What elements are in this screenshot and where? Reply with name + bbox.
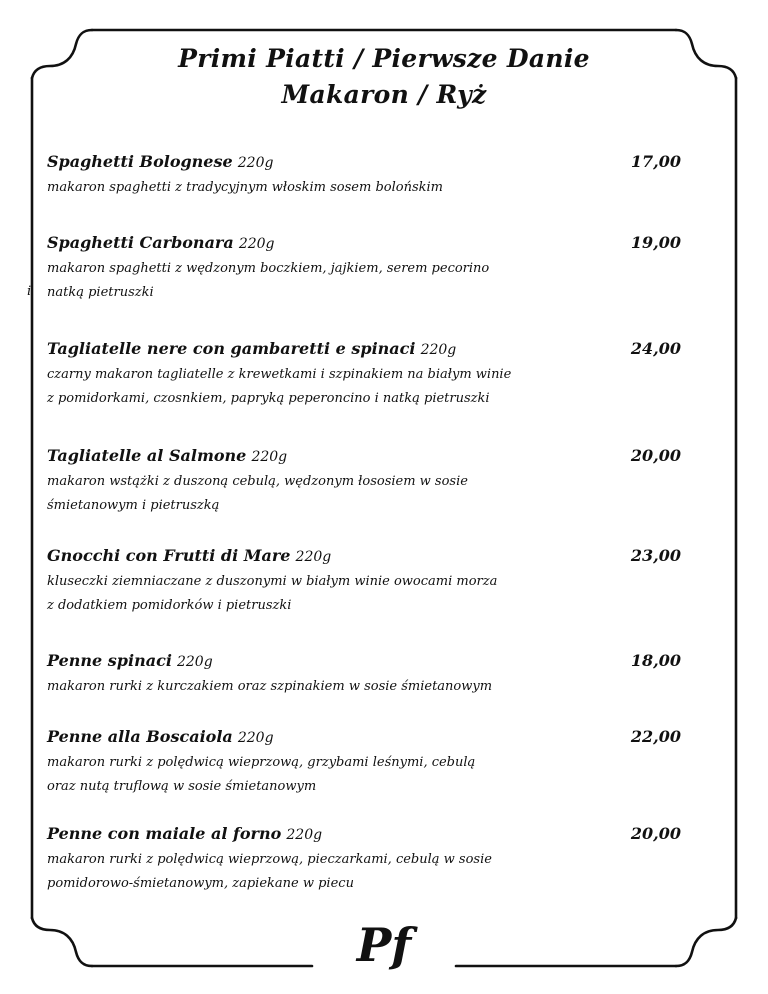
dish-description: [47, 675, 567, 699]
menu-item: [47, 232, 687, 305]
description-line: oraz nutą truflową w sosie śmietanowym: [47, 779, 317, 794]
restaurant-logo: Pf: [356, 918, 412, 972]
dish-price: 19,00: [630, 233, 681, 252]
dish-weight: 220g: [237, 730, 274, 746]
dish-description: [47, 470, 567, 518]
menu-item: [47, 445, 687, 518]
dish-description: [47, 257, 567, 305]
dish-weight: 220g: [286, 827, 323, 843]
menu-item: [47, 650, 687, 699]
description-line: kluseczki ziemniaczane z duszonymi w białym winie owocami morza: [47, 574, 498, 589]
dish-price: 20,00: [630, 824, 681, 843]
dish-description: [47, 751, 567, 799]
description-line: makaron spaghetti z tradycyjnym włoskim sosem bolońskim: [47, 180, 443, 195]
dish-price: 22,00: [630, 727, 681, 746]
menu-title: Primi Piatti / Pierwsze Danie: [178, 44, 590, 73]
dish-weight: 220g: [251, 449, 288, 465]
description-line: makaron wstążki z duszoną cebulą, wędzonym łososiem w sosie: [47, 474, 468, 489]
dish-weight: 220g: [238, 236, 275, 252]
dish-description: [47, 570, 567, 618]
dish-description: [47, 363, 567, 411]
dish-name: Spaghetti Bolognese: [47, 152, 233, 171]
dish-price: 17,00: [630, 152, 681, 171]
dish-name: Spaghetti Carbonara: [47, 233, 234, 252]
dish-description: [47, 848, 567, 896]
menu-item: [47, 726, 687, 799]
description-line: makaron rurki z polędwicą wieprzową, grzybami leśnymi, cebulą: [47, 755, 476, 770]
dish-name: Tagliatelle al Salmone: [47, 446, 247, 465]
description-line: z dodatkiem pomidorków i pietruszki: [47, 598, 292, 613]
description-line: z pomidorkami, czosnkiem, papryką peperoncino i natką pietruszki: [47, 391, 490, 406]
description-line: natką pietruszki: [47, 285, 154, 300]
dish-weight: 220g: [295, 549, 332, 565]
dish-name: Penne con maiale al forno: [47, 824, 282, 843]
menu-item: [47, 151, 687, 200]
dish-description: [47, 176, 567, 200]
description-line: makaron spaghetti z wędzonym boczkiem, jajkiem, serem pecorino: [47, 261, 490, 276]
dish-price: 18,00: [630, 651, 681, 670]
dish-name: Penne alla Boscaiola: [47, 727, 233, 746]
dish-name: Tagliatelle nere con gambaretti e spinaci: [47, 339, 416, 358]
menu-item: [47, 338, 687, 411]
description-line: makaron rurki z polędwicą wieprzową, pieczarkami, cebulą w sosie: [47, 852, 492, 867]
description-line: śmietanowym i pietruszką: [47, 498, 220, 513]
stray-mark: i: [27, 284, 32, 299]
dish-weight: 220g: [176, 654, 213, 670]
menu-item: [47, 823, 687, 896]
dish-name: Penne spinaci: [47, 651, 172, 670]
dish-price: 24,00: [630, 339, 681, 358]
description-line: czarny makaron tagliatelle z krewetkami i szpinakiem na białym winie: [47, 367, 512, 382]
dish-name: Gnocchi con Frutti di Mare: [47, 546, 291, 565]
description-line: makaron rurki z kurczakiem oraz szpinakiem w sosie śmietanowym: [47, 679, 493, 694]
dish-price: 20,00: [630, 446, 681, 465]
dish-price: 23,00: [630, 546, 681, 565]
description-line: pomidorowo-śmietanowym, zapiekane w piecu: [47, 876, 354, 891]
dish-weight: 220g: [420, 342, 457, 358]
menu-subtitle: Makaron / Ryż: [281, 80, 487, 109]
menu-item: [47, 545, 687, 618]
dish-weight: 220g: [237, 155, 274, 171]
